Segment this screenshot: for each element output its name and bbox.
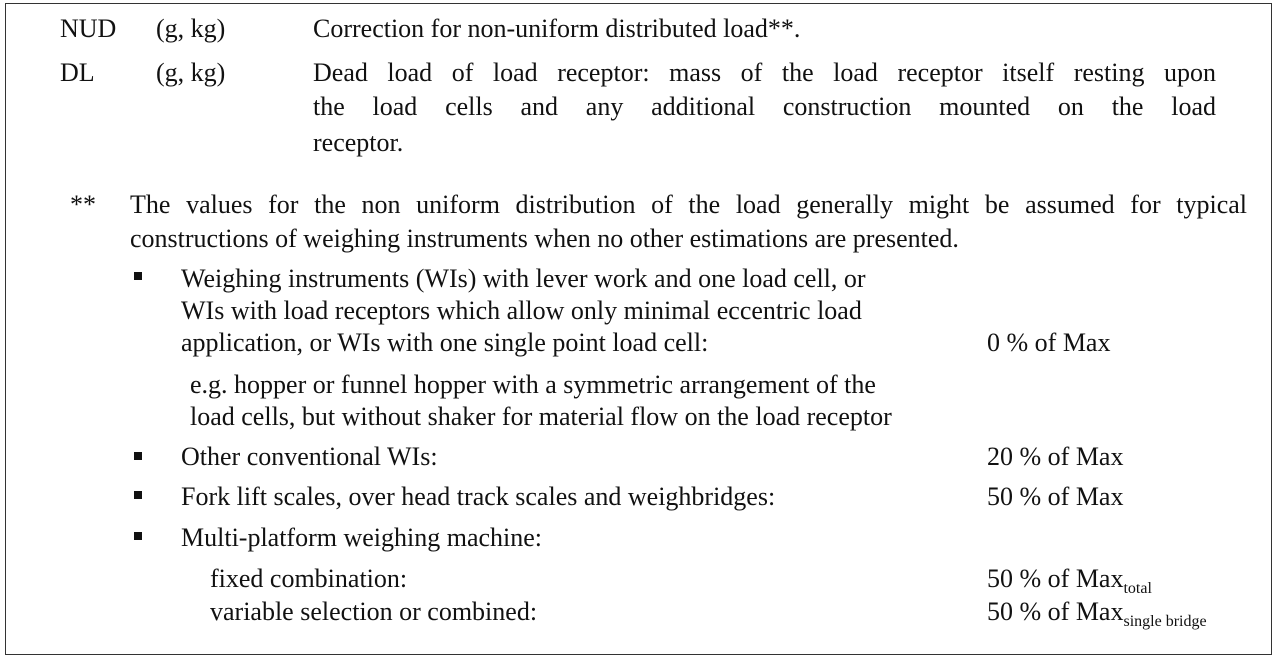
item-1-example-line-2: load cells, but without shaker for material flow on the load receptor [190,402,892,431]
unit-nud: (g, kg) [156,14,226,43]
bullet-marker [134,272,142,280]
subitem-variable-subscript: single bridge [1123,613,1207,630]
item-1-line-3: application, or WIs with one single point load cell: [181,328,709,357]
unit-dl: (g, kg) [156,58,226,87]
item-1-example-line-1: e.g. hopper or funnel hopper with a symmetric arrangement of the [190,370,876,399]
subitem-fixed-value: 50 % of Max$_{total}$ [987,564,1152,597]
item-4-label: Multi-platform weighing machine: [181,523,543,552]
item-1-value: 0 % of Max [987,328,1111,357]
item-2-value: 20 % of Max [987,442,1124,471]
symbol-dl: DL [60,58,95,87]
item-1-line-1: Weighing instruments (WIs) with lever work and one load cell, or [181,264,866,293]
item-3-value: 50 % of Max [987,482,1124,511]
item-3-label: Fork lift scales, over head track scales and weighbridges: [181,482,776,511]
subitem-variable-label: variable selection or combined: [210,597,538,626]
subitem-fixed-label: fixed combination: [210,564,408,593]
item-1-line-2: WIs with load receptors which allow only minimal eccentric load [181,296,862,325]
footnote-line-2: constructions of weighing instruments when no other estimations are presented. [130,224,959,253]
item-2-label: Other conventional WIs: [181,442,438,471]
footnote-line-1: The values for the non uniform distribution of the load generally might be assumed for typical [130,190,1247,219]
footnote-marker: ** [70,190,96,219]
bullet-marker [134,491,142,499]
bullet-marker [134,532,142,540]
symbol-nud: NUD [60,14,117,43]
subitem-variable-value: 50 % of Max$_{single bridge}$ [987,597,1207,630]
definition-dl-line-1: Dead load of load receptor: mass of the load receptor itself resting upon [313,58,1216,87]
bullet-marker [134,452,142,460]
subitem-fixed-subscript: total [1123,580,1152,597]
definition-dl-line-2: the load cells and any additional construction mounted on the load [313,92,1216,121]
definition-nud: Correction for non-uniform distributed load**. [313,14,801,43]
definition-dl-line-3: receptor. [313,128,404,157]
